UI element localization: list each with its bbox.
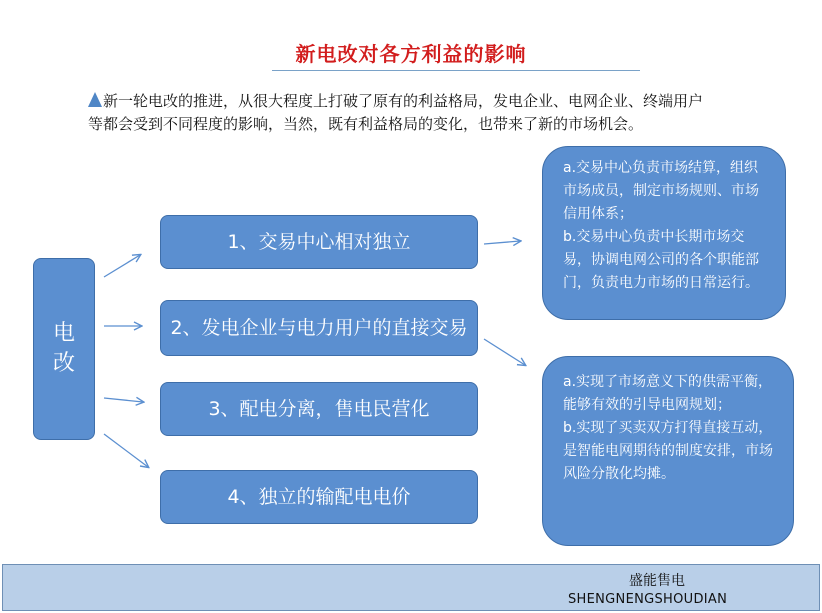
detail-node-1 (542, 146, 786, 320)
detail-1-line-b: b.交易中心负责中长期市场交易，协调电网公司的各个职能部门，负责电力市场的日常运行。 (563, 229, 759, 291)
footer-brand-cn: 盛能售电 (629, 573, 685, 589)
arrow-item-1-to-detail-1 (484, 241, 520, 244)
item-node-3 (160, 382, 478, 436)
item-node-2 (160, 300, 478, 356)
item-label-4: 4、独立的输配电电价 (227, 486, 411, 508)
root-label-line1: 电 (52, 321, 75, 346)
arrow-root-to-item-3 (104, 398, 143, 402)
root-label-line2: 改 (52, 351, 75, 376)
detail-node-2 (542, 356, 794, 546)
detail-2-line-b: b.实现了买卖双方打得直接互动，是智能电网期待的制度安排，市场风险分散化均摊。 (563, 420, 773, 482)
item-node-1 (160, 215, 478, 269)
page-title: 新电改对各方利益的影响 (295, 42, 527, 66)
arrow-root-to-item-4 (104, 434, 148, 467)
intro-text: 新一轮电改的推进，从很大程度上打破了原有的利益格局，发电企业、电网企业、终端用户等都会受到不同程度的影响，当然，既有利益格局的变化，也带来了新的市场机会。 (88, 92, 704, 133)
arrow-root-to-item-1 (104, 255, 140, 277)
item-label-1: 1、交易中心相对独立 (227, 231, 411, 253)
root-node-dian-gai (33, 258, 95, 440)
item-label-3: 3、配电分离，售电民营化 (208, 398, 430, 420)
footer-brand-en: SHENGNENGSHOUDIAN (568, 592, 728, 607)
footer-bar (2, 564, 820, 611)
item-node-4 (160, 470, 478, 524)
item-label-2: 2、发电企业与电力用户的直接交易 (170, 317, 468, 339)
detail-1-line-a: a.交易中心负责市场结算，组织市场成员，制定市场规则、市场信用体系； (563, 160, 759, 222)
detail-2-line-a: a.实现了市场意义下的供需平衡，能够有效的引导电网规划； (563, 374, 773, 413)
arrow-item-2-to-detail-2 (484, 339, 525, 365)
